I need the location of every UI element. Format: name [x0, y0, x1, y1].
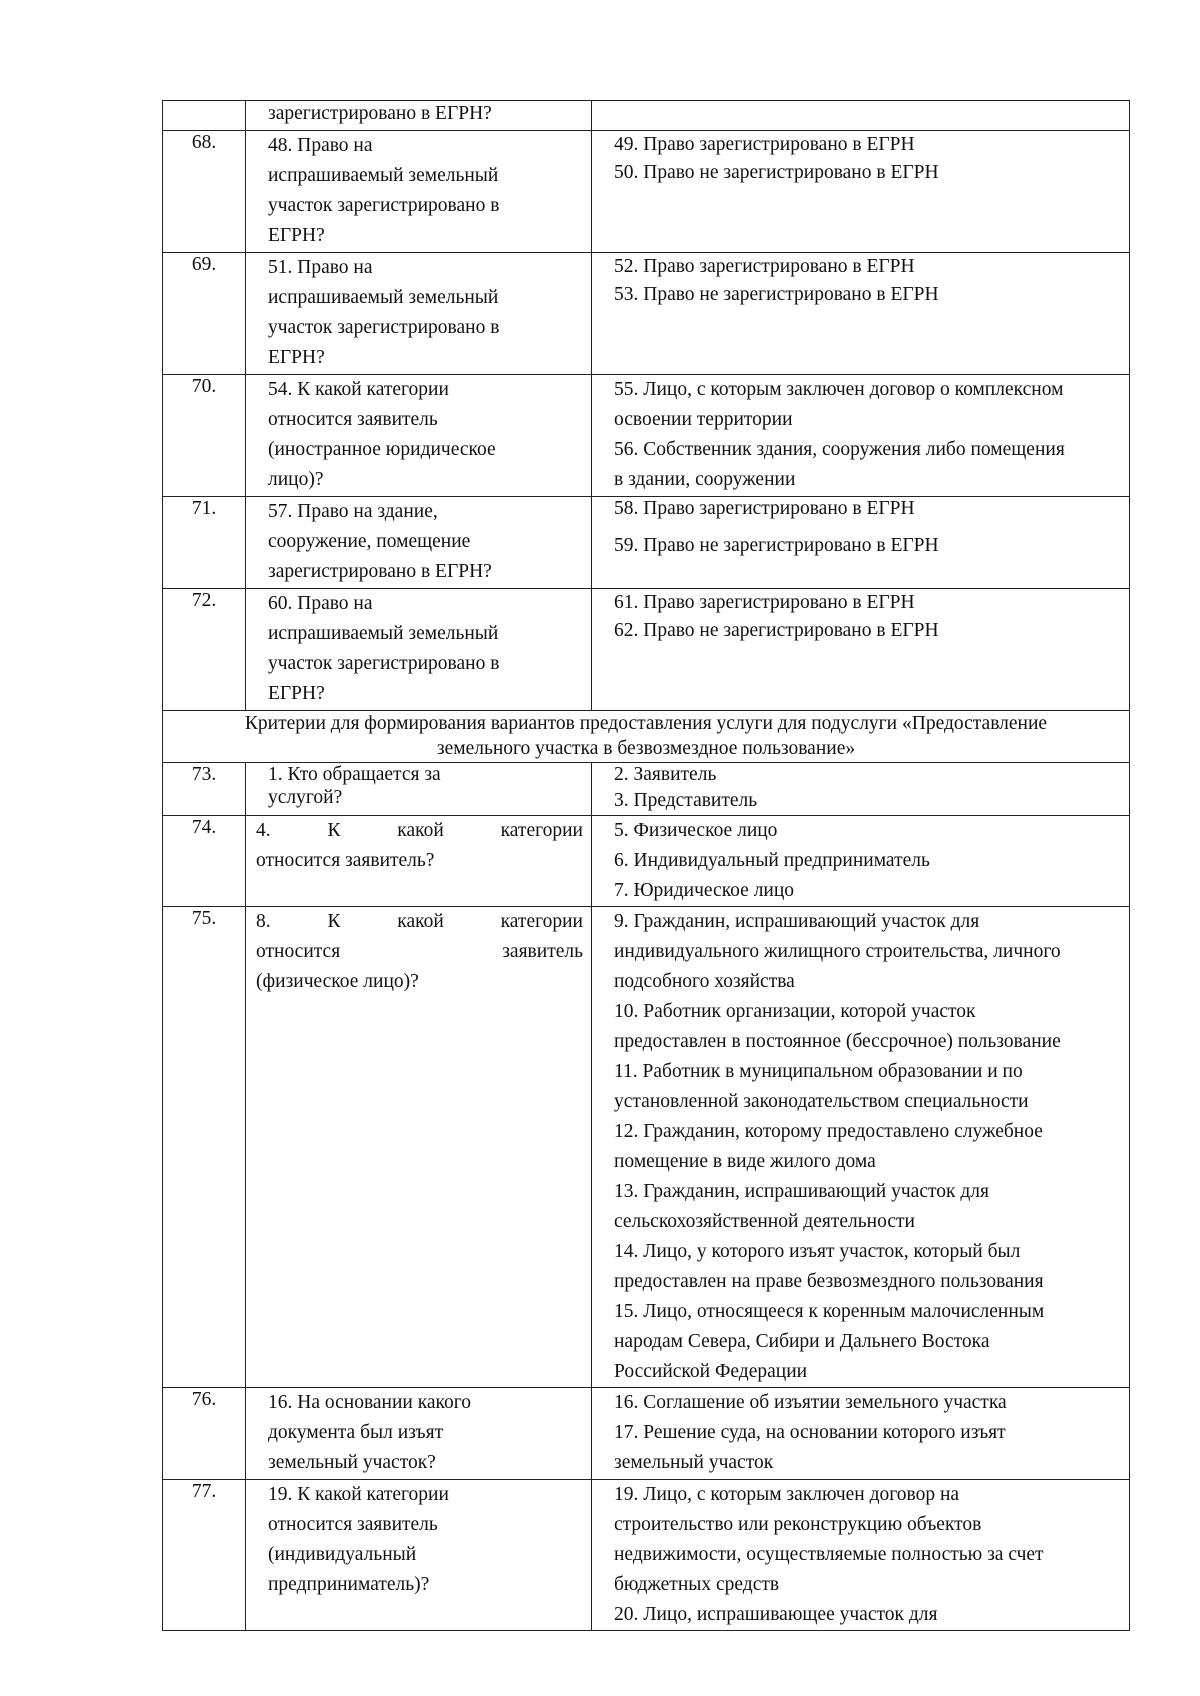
criteria-table — [162, 100, 1130, 1631]
answer-cell: 58. Право зарегистрировано в ЕГРН 59. Право не зарегистрировано в ЕГРН — [592, 497, 1130, 589]
answer-cell: 9. Гражданин, испрашивающий участок для индивидуального жилищного строительства, личного подсобного хозяйства 10. Работник организации, которой участок предоставлен в постоянное (бессрочное) пользование 11. Работник в муниципальном образовании и по установленной законодательством специальности 12. Гражданин, которому предоставлено служебное помещение в виде жилого дома 13. Гражданин, испрашивающий участок для сельскохозяйственной деятельности 14. Лицо, у которого изъят участок, который был предоставлен на праве безвозмездного пользования 15. Лицо, относящееся к коренным малочисленным народам Севера, Сибири и Дальнего Востока Российской Федерации — [592, 907, 1130, 1388]
question-cell: 54. К какой категории относится заявитель (иностранное юридическое лицо)? — [246, 375, 592, 497]
question-cell: 19. К какой категории относится заявитель (индивидуальный предприниматель)? — [246, 1480, 592, 1631]
row-number: 71. — [163, 497, 246, 589]
answer-cell: 16. Соглашение об изъятии земельного участка 17. Решение суда, на основании которого изъят земельный участок — [592, 1388, 1130, 1480]
row-number: 77. — [163, 1480, 246, 1631]
question-cell: 57. Право на здание, сооружение, помещение зарегистрировано в ЕГРН? — [246, 497, 592, 589]
row-number: 68. — [163, 131, 246, 253]
row-number: 72. — [163, 589, 246, 711]
row-number: 70. — [163, 375, 246, 497]
table-row — [163, 1388, 1130, 1480]
row-number: 74. — [163, 816, 246, 907]
row-number: 76. — [163, 1388, 246, 1480]
row-number: 73. — [163, 763, 246, 816]
question-cell: 48. Право на испрашиваемый земельный участок зарегистрировано в ЕГРН? — [246, 131, 592, 253]
question-cell: 60. Право на испрашиваемый земельный участок зарегистрировано в ЕГРН? — [246, 589, 592, 711]
answer-cell: 49. Право зарегистрировано в ЕГРН 50. Право не зарегистрировано в ЕГРН — [592, 131, 1130, 253]
answer-cell: 55. Лицо, с которым заключен договор о комплексном освоении территории 56. Собственник здания, сооружения либо помещения в здании, сооружении — [592, 375, 1130, 497]
question-cell: зарегистрировано в ЕГРН? — [246, 101, 592, 131]
question-cell: 51. Право на испрашиваемый земельный участок зарегистрировано в ЕГРН? — [246, 253, 592, 375]
row-number — [163, 101, 246, 131]
question-cell: 16. На основании какого документа был изъят земельный участок? — [246, 1388, 592, 1480]
answer-cell: 5. Физическое лицо 6. Индивидуальный предприниматель 7. Юридическое лицо — [592, 816, 1130, 907]
row-number: 69. — [163, 253, 246, 375]
table-row — [163, 375, 1130, 497]
document-page — [162, 100, 1130, 1631]
table-row — [163, 1480, 1130, 1631]
answer-cell: 2. Заявитель 3. Представитель — [592, 763, 1130, 816]
table-row — [163, 253, 1130, 375]
table-row — [163, 907, 1130, 1388]
question-cell: 1. Кто обращается за услугой? — [246, 763, 592, 816]
row-number: 75. — [163, 907, 246, 1388]
question-cell: 8. К какой категории относится заявитель (физическое лицо)? — [246, 907, 592, 1388]
answer-cell: 61. Право зарегистрировано в ЕГРН 62. Право не зарегистрировано в ЕГРН — [592, 589, 1130, 711]
section-header-row — [163, 711, 1130, 763]
question-cell: 4. К какой категории относится заявитель? — [246, 816, 592, 907]
table-row — [163, 131, 1130, 253]
table-row — [163, 589, 1130, 711]
table-row — [163, 497, 1130, 589]
answer-cell — [592, 101, 1130, 131]
section-header: Критерии для формирования вариантов предоставления услуги для подуслуги «Предоставление земельного участка в безвозмездное пользование» — [163, 711, 1130, 763]
table-row — [163, 763, 1130, 816]
answer-cell: 52. Право зарегистрировано в ЕГРН 53. Право не зарегистрировано в ЕГРН — [592, 253, 1130, 375]
table-row — [163, 816, 1130, 907]
answer-cell: 19. Лицо, с которым заключен договор на строительство или реконструкцию объектов недвижимости, осуществляемые полностью за счет бюджетных средств 20. Лицо, испрашивающее участок для — [592, 1480, 1130, 1631]
table-row — [163, 101, 1130, 131]
